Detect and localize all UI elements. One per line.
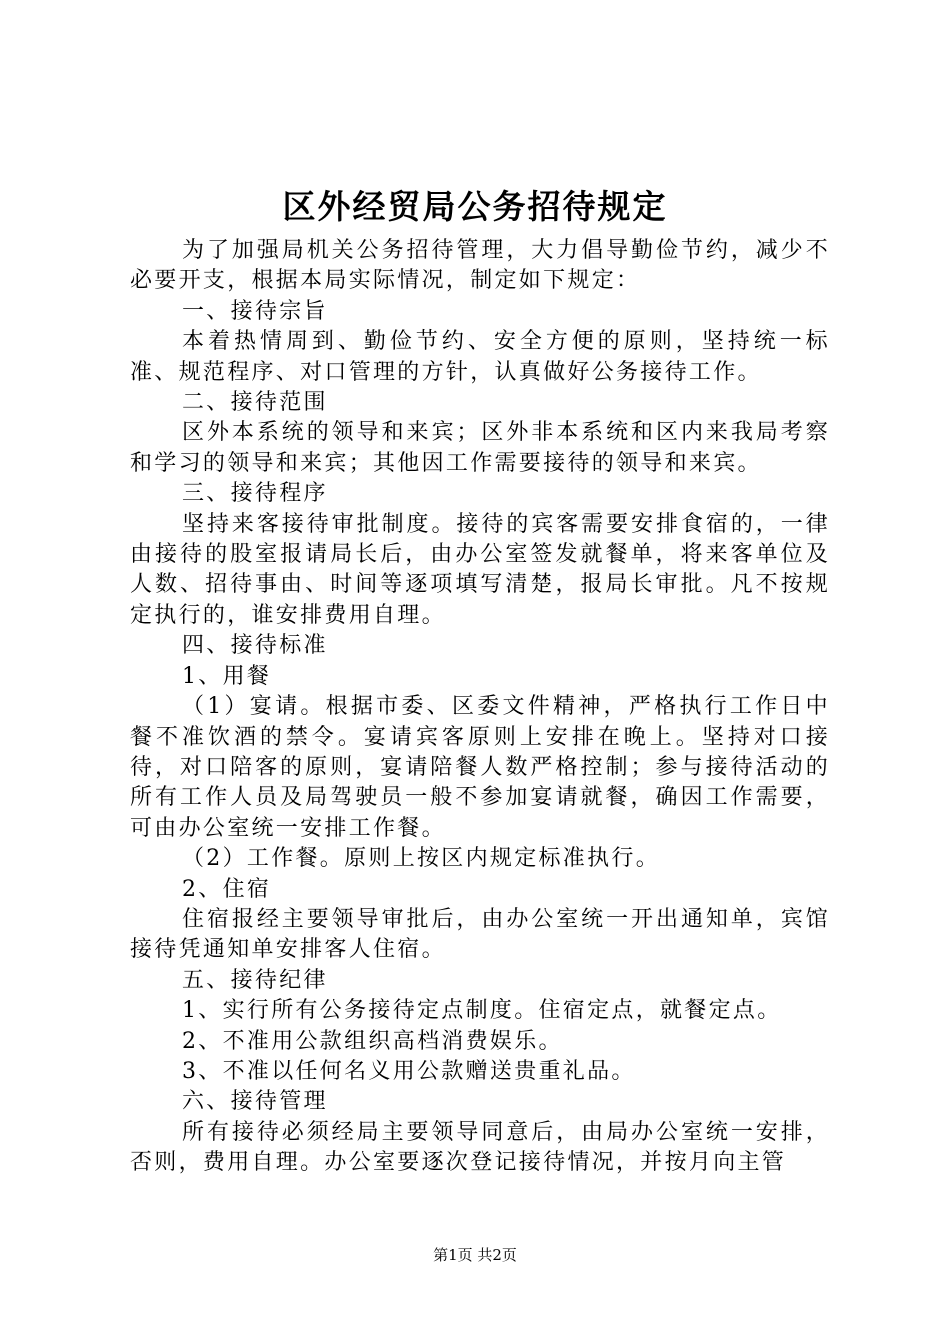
body-paragraph: （1）宴请。根据市委、区委文件精神，严格执行工作日中餐不准饮酒的禁令。宴请宾客原则上安排在晚上。坚持对口接待，对口陪客的原则，宴请陪餐人数严格控制；参与接待活动的所有工作人员及局驾驶员一般不参加宴请就餐，确因工作需要，可由办公室统一安排工作餐。 [130, 694, 830, 841]
section-heading: （2）工作餐。原则上按区内规定标准执行。 [182, 846, 660, 872]
document-title: 区外经贸局公务招待规定 [282, 187, 668, 226]
body-paragraph: 所有接待必须经局主要领导同意后，由局办公室统一安排，否则，费用自理。办公室要逐次登记接待情况，并按月向主管 [130, 1119, 830, 1176]
section-heading: 四、接待标准 [182, 633, 328, 659]
section-heading: 2、住宿 [182, 876, 272, 902]
section-heading: 六、接待管理 [182, 1089, 328, 1115]
document-body [130, 236, 830, 1179]
section-heading: 二、接待范围 [182, 390, 328, 416]
body-paragraph: 住宿报经主要领导审批后，由办公室统一开出通知单，宾馆接待凭通知单安排客人住宿。 [130, 906, 830, 963]
section-heading: 1、实行所有公务接待定点制度。住宿定点，就餐定点。 [182, 998, 782, 1024]
section-heading: 3、不准以任何名义用公款赠送贵重礼品。 [182, 1058, 636, 1084]
body-paragraph: 本着热情周到、勤俭节约、安全方便的原则，坚持统一标准、规范程序、对口管理的方针，认真做好公务接待工作。 [130, 329, 830, 385]
body-paragraph: 为了加强局机关公务招待管理，大力倡导勤俭节约，减少不必要开支，根据本局实际情况，制定如下规定： [130, 238, 830, 294]
section-heading: 五、接待纪律 [182, 967, 328, 993]
body-paragraph: 区外本系统的领导和来宾；区外非本系统和区内来我局考察和学习的领导和来宾；其他因工作需要接待的领导和来宾。 [130, 420, 830, 476]
page-footer: 第1页 共2页 [433, 1246, 517, 1264]
section-heading: 三、接待程序 [182, 481, 328, 507]
section-heading: 2、不准用公款组织高档消费娱乐。 [182, 1028, 563, 1054]
section-heading: 1、用餐 [182, 663, 272, 689]
body-paragraph: 坚持来客接待审批制度。接待的宾客需要安排食宿的，一律由接待的股室报请局长后，由办公室签发就餐单，将来客单位及人数、招待事由、时间等逐项填写清楚，报局长审批。凡不按规定执行的，谁安排费用自理。 [130, 511, 830, 628]
section-heading: 一、接待宗旨 [182, 298, 328, 324]
